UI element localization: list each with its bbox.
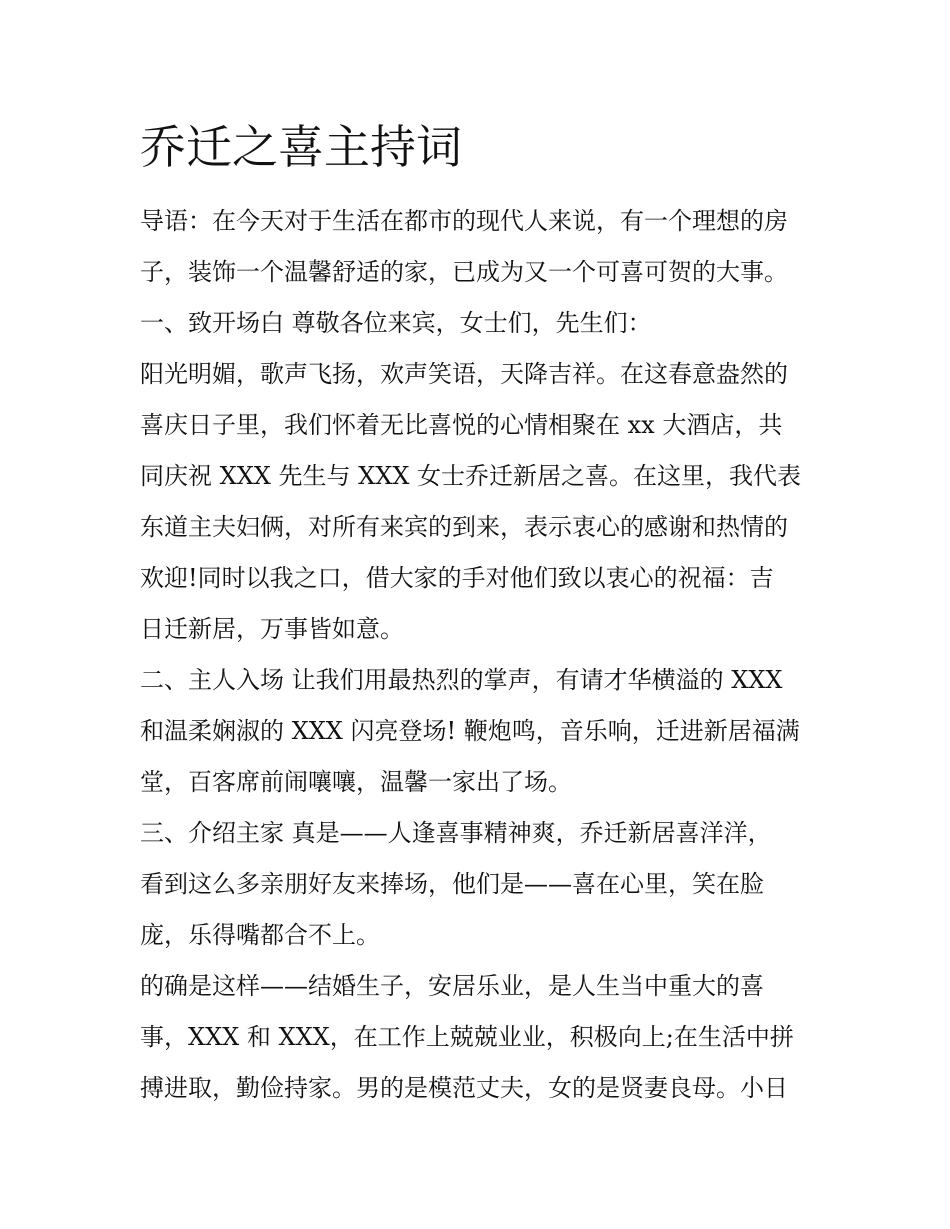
body-line-18: 搏进取，勤俭持家。男的是模范丈夫，女的是贤妻良母。小日 [140, 1074, 788, 1102]
body-line-7: 东道主夫妇俩，对所有来宾的到来，表示衷心的感谢和热情的 [140, 513, 788, 541]
body-line-13: 三、介绍主家 真是——人逢喜事精神爽，乔迁新居喜洋洋， [140, 819, 772, 847]
body-line-17: 事，XXX 和 XXX，在工作上兢兢业业，积极向上;在生活中拼 [140, 1023, 794, 1051]
body-line-4: 阳光明媚，歌声飞扬，欢声笑语，天降吉祥。在这春意盎然的 [140, 360, 788, 388]
body-line-9: 日迁新居，万事皆如意。 [140, 615, 404, 643]
document-title: 乔迁之喜主持词 [140, 120, 462, 174]
body-line-15: 庞，乐得嘴都合不上。 [140, 921, 380, 949]
body-line-3: 一、致开场白 尊敬各位来宾，女士们，先生们： [140, 309, 652, 337]
body-line-6: 同庆祝 XXX 先生与 XXX 女士乔迁新居之喜。在这里，我代表 [140, 462, 802, 490]
body-line-5: 喜庆日子里，我们怀着无比喜悦的心情相聚在 xx 大酒店，共 [140, 411, 783, 439]
body-line-2: 子，装饰一个温馨舒适的家，已成为又一个可喜可贺的大事。 [140, 258, 788, 286]
body-line-12: 堂，百客席前闹嚷嚷，温馨一家出了场。 [140, 768, 572, 796]
body-line-10: 二、主人入场 让我们用最热烈的掌声，有请才华横溢的 XXX [140, 666, 783, 694]
body-line-16: 的确是这样——结婚生子，安居乐业，是人生当中重大的喜 [140, 972, 764, 1000]
body-line-11: 和温柔娴淑的 XXX 闪亮登场! 鞭炮鸣，音乐响，迁进新居福满 [140, 717, 800, 745]
body-line-8: 欢迎!同时以我之口，借大家的手对他们致以衷心的祝福：吉 [140, 564, 774, 592]
body-line-1: 导语：在今天对于生活在都市的现代人来说，有一个理想的房 [140, 207, 788, 235]
body-line-14: 看到这么多亲朋好友来捧场，他们是——喜在心里，笑在脸 [140, 870, 764, 898]
